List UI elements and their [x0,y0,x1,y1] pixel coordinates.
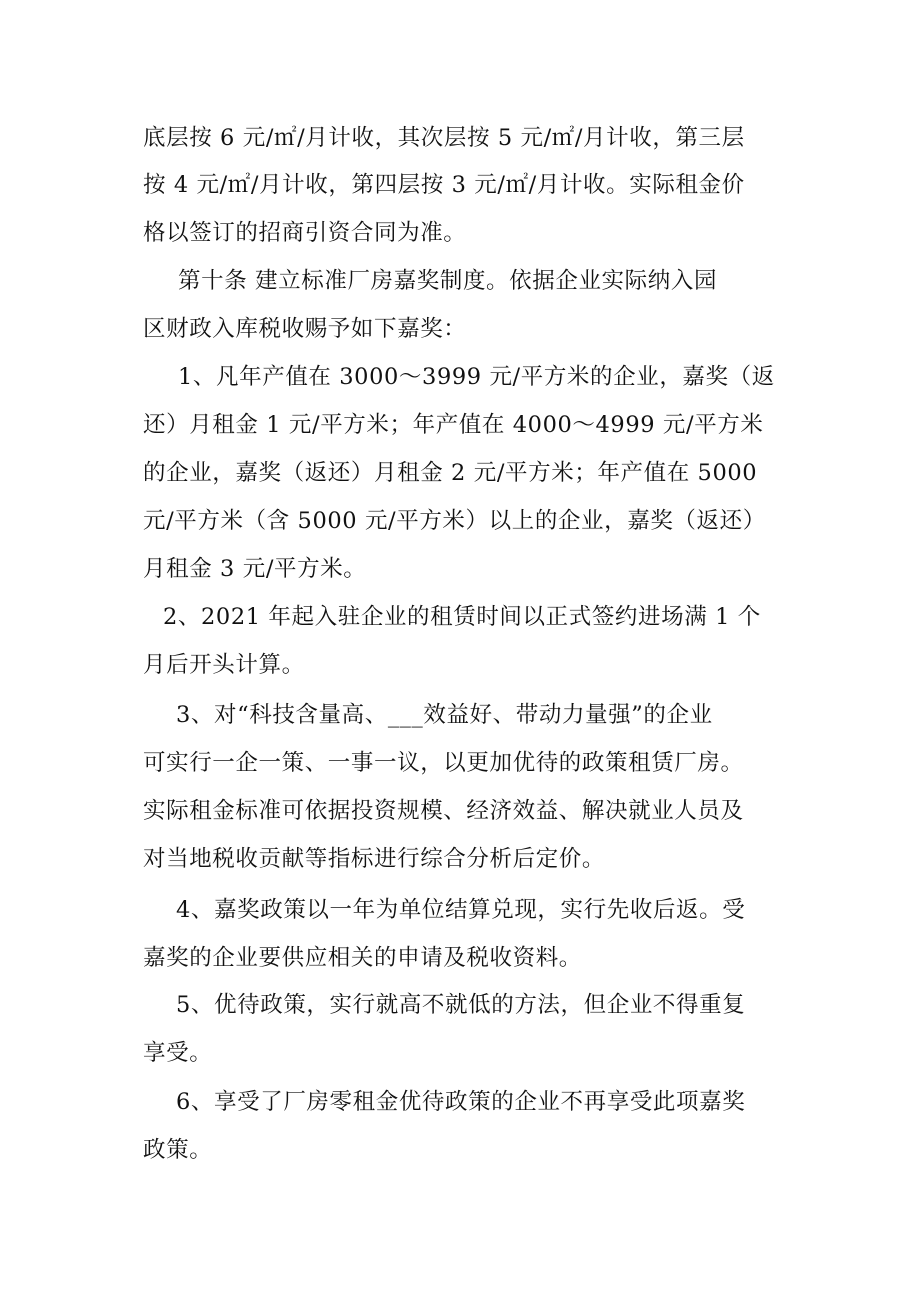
list-item-1: 1、凡年产值在 3000～3999 元/平方米的企业，嘉奖（返 [178,364,775,390]
list-item-2: 2、2021 年起入驻企业的租赁时间以正式签约进场满 1 个 [163,604,761,630]
text-line: 享受。 [143,1040,213,1066]
text-line: 实际租金标准可依据投资规模、经济效益、解决就业人员及 [143,798,744,824]
text-line: 嘉奖的企业要供应相关的申请及税收资料。 [143,945,582,971]
list-item-6: 6、享受了厂房零租金优待政策的企业不再享受此项嘉奖 [176,1089,746,1115]
text-line: 底层按 6 元/㎡/月计收，其次层按 5 元/㎡/月计收，第三层 [143,125,745,151]
text-line: 元/平方米（含 5000 元/平方米）以上的企业，嘉奖（返还） [143,508,766,534]
text-line: 还）月租金 1 元/平方米；年产值在 4000～4999 元/平方米 [143,412,764,438]
list-item-3: 3、对“科技含量高、___效益好、带动力量强”的企业 [176,702,713,728]
text-line: 对当地税收贡献等指标进行综合分析后定价。 [143,846,606,872]
text-line: 可实行一企一策、一事一议，以更加优待的政策租赁厂房。 [143,750,744,776]
text-line: 政策。 [143,1137,213,1163]
article-heading-line: 第十条 建立标准厂房嘉奖制度。依据企业实际纳入园 [178,268,718,294]
text-line: 月后开头计算。 [143,652,305,678]
text-line: 的企业，嘉奖（返还）月租金 2 元/平方米；年产值在 5000 [143,460,758,486]
text-line: 按 4 元/㎡/月计收，第四层按 3 元/㎡/月计收。实际租金价 [143,172,745,198]
text-line: 格以签订的招商引资合同为准。 [143,220,467,246]
list-item-4: 4、嘉奖政策以一年为单位结算兑现，实行先收后返。受 [176,897,746,923]
text-line: 月租金 3 元/平方米。 [143,556,367,582]
list-item-5: 5、优待政策，实行就高不就低的方法，但企业不得重复 [176,992,746,1018]
text-line: 区财政入库税收赐予如下嘉奖： [143,316,467,342]
